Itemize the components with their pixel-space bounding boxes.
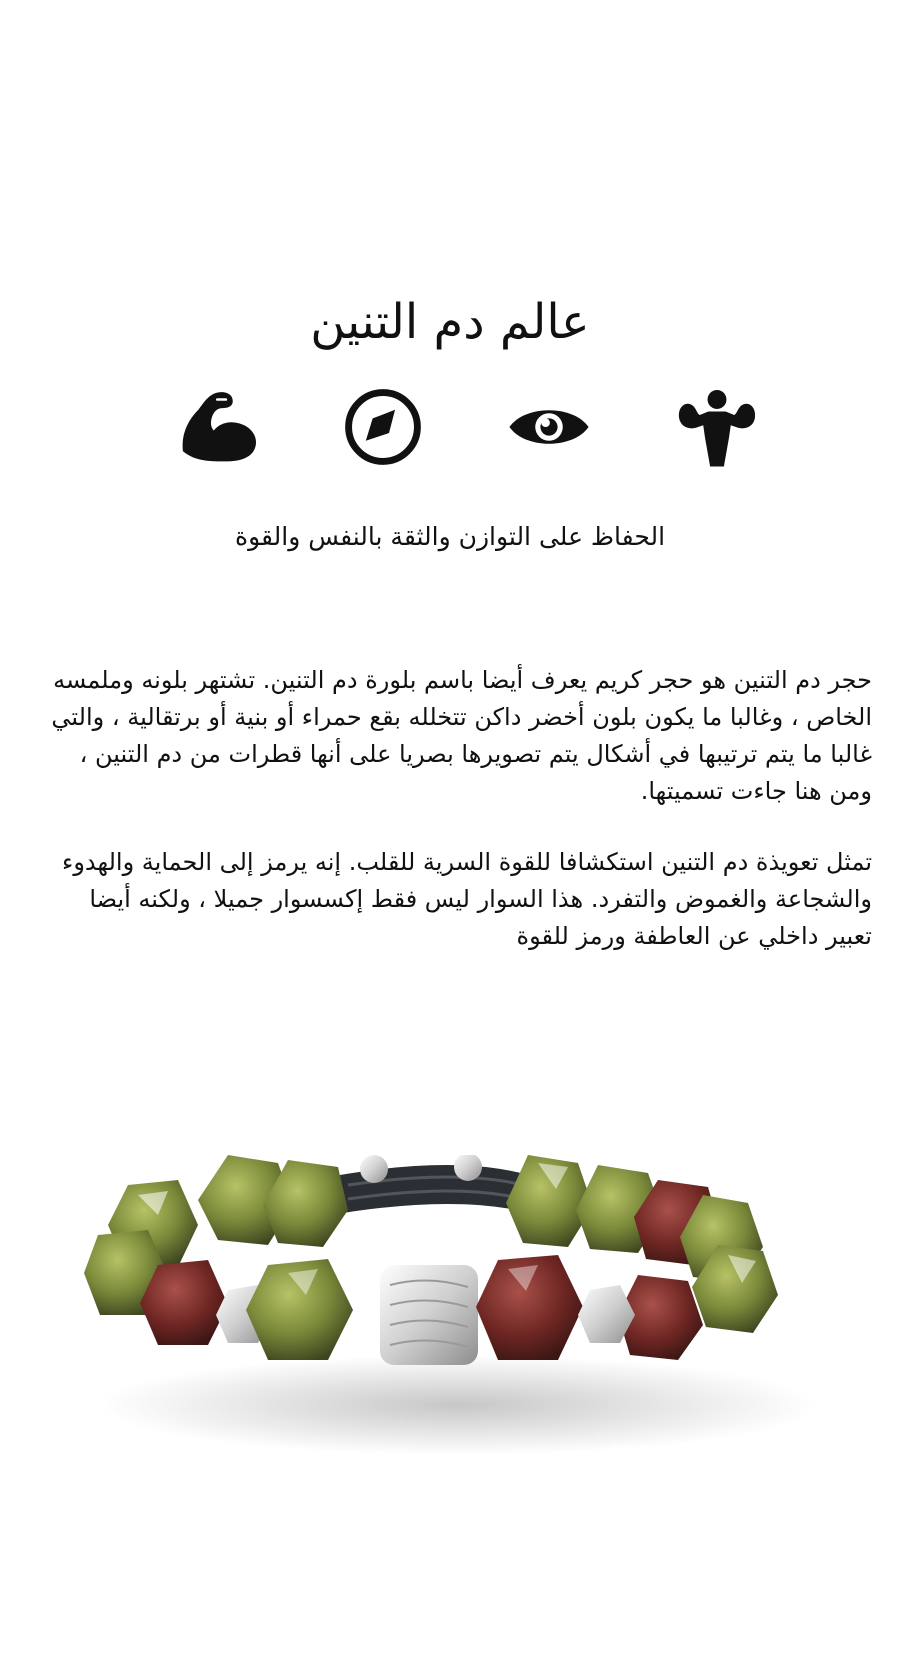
tagline: الحفاظ على التوازن والثقة بالنفس والقوة [234,522,666,551]
eye-icon [506,384,592,470]
description-paragraph-2: تمثل تعويذة دم التنين استكشافا للقوة السرية للقلب. إنه يرمز إلى الحماية والهدوء والشجاعة والغموض والتفرد. هذا السوار ليس فقط إكسسوار جميلا ، ولكنه أيضا تعبير داخلي عن العاطفة ورمز للقوة [62,848,872,950]
bodybuilder-icon [674,384,760,470]
flexed-arm-icon [176,384,262,470]
benefit-icons [176,384,760,470]
section-title: عالم دم التنين [310,294,590,350]
bracelet-product-image [78,1155,838,1460]
description-paragraph-1: حجر دم التنين هو حجر كريم يعرف أيضا باسم بلورة دم التنين. تشتهر بلونه وملمسه الخاص ، وغالبا ما يكون بلون أخضر داكن تتخلله بقع حمراء أو بنية أو برتقالية ، والتي غالبا ما يتم ترتيبها في أشكال يتم تصويرها بصريا على أنها قطرات من دم التنين ، ومن هنا جاءت تسميتها. [51,666,872,805]
compass-icon [340,384,426,470]
